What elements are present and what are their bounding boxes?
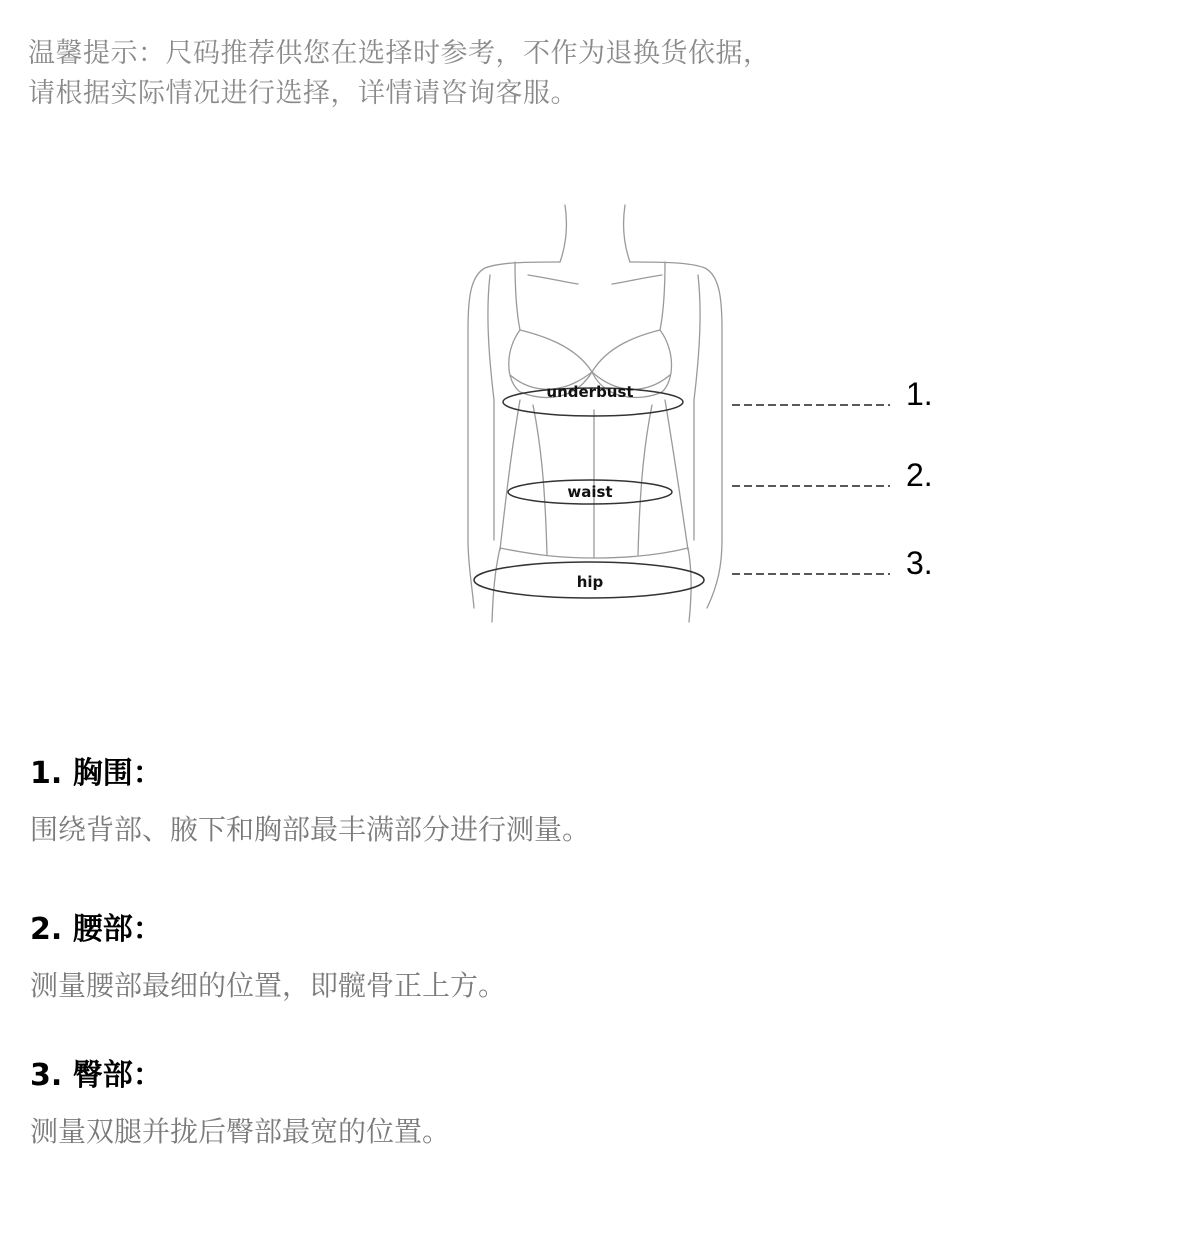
marker-3: 3.: [906, 545, 933, 581]
marker-2: 2.: [906, 457, 933, 493]
section-hip-title: 3. 臀部：: [30, 1058, 163, 1093]
section-bust-desc: 围绕背部、腋下和胸部最丰满部分进行测量。: [30, 813, 591, 846]
section-waist-desc: 测量腰部最细的位置，即髋骨正上方。: [30, 969, 507, 1002]
section-waist: [30, 910, 1130, 1006]
underbust-label: underbust: [546, 383, 634, 401]
marker-1: 1.: [906, 376, 933, 412]
section-waist-title: 2. 腰部：: [30, 912, 163, 947]
notice-line-2: 请根据实际情况进行选择，详情请咨询客服。: [28, 78, 578, 109]
section-bust-title: 1. 胸围：: [30, 756, 163, 791]
section-hip: [30, 1056, 1130, 1152]
hip-label: hip: [576, 573, 604, 591]
section-hip-desc: 测量双腿并拢后臀部最宽的位置。: [30, 1115, 451, 1148]
section-bust: [30, 754, 1130, 850]
waist-label: waist: [567, 483, 613, 501]
notice-line-1: 温馨提示：尺码推荐供您在选择时参考，不作为退换货依据，: [28, 38, 771, 69]
